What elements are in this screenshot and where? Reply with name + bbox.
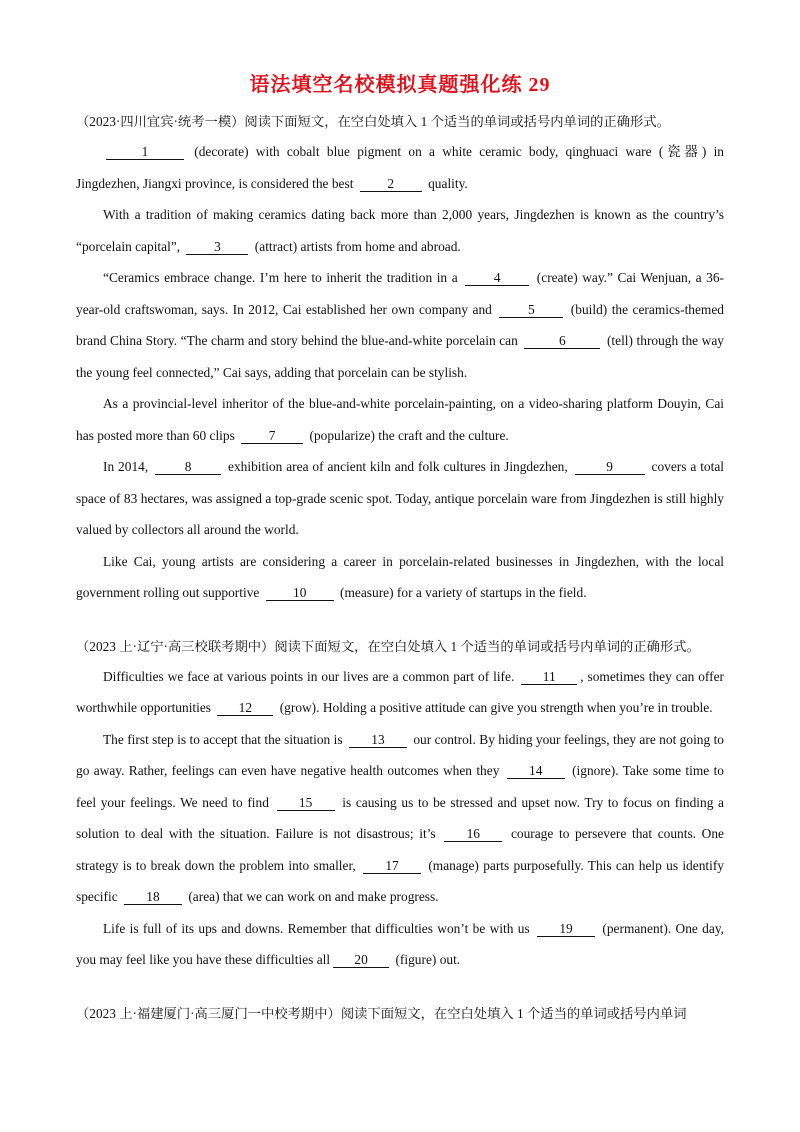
answer-blank[interactable]: 20 (333, 952, 389, 968)
answer-blank[interactable]: 18 (124, 889, 182, 905)
passage-paragraph (76, 136, 724, 199)
page-title: 语法填空名校模拟真题强化练 29 (249, 74, 551, 96)
passage-paragraph (76, 199, 724, 262)
passage-paragraph (76, 546, 724, 609)
answer-blank[interactable]: 12 (217, 700, 273, 716)
passage-text: (popularize) the craft and the culture. (306, 427, 509, 443)
passage-text: (manage) parts purposefully. This can help us identify specific (76, 857, 724, 904)
sections-container (76, 112, 724, 1024)
passage-paragraph (76, 388, 724, 451)
passage-text: (create) way.” Cai Wenjuan, a 36-year-old craftswoman, says. In 2012, Cai established her own company and (76, 270, 724, 317)
passage-text: Like Cai, young artists are considering a career in porcelain-related businesses in Jingdezhen, with the local government rolling out supportive (76, 553, 724, 600)
answer-blank[interactable]: 6 (524, 333, 600, 349)
passage-text: courage to persevere that counts. One strategy is to break down the problem into smaller, (76, 826, 724, 873)
answer-blank[interactable]: 5 (499, 302, 563, 318)
passage-paragraph (76, 661, 724, 724)
passage-section (76, 112, 724, 609)
passage-text: With a tradition of making ceramics dating back more than 2,000 years, Jingdezhen is known as the country’s “porcelain capital”, (76, 207, 724, 254)
passage-paragraph (76, 724, 724, 913)
passage-section (76, 1004, 724, 1024)
passage-text: (measure) for a variety of startups in the field. (336, 585, 587, 600)
passage-text: quality. (424, 175, 468, 191)
passage-text: (attract) artists from home and abroad. (251, 238, 461, 254)
passage-text: “Ceramics embrace change. I’m here to inherit the tradition in a (103, 270, 463, 285)
passage-text: (tell) through the way the young feel connected,” Cai says, adding that porcelain can be stylish. (76, 333, 724, 380)
answer-blank[interactable]: 11 (521, 669, 577, 685)
passage-text: (permanent). One day, you may feel like you have these difficulties all (76, 920, 724, 967)
answer-blank[interactable]: 2 (360, 176, 422, 192)
passage-text: (build) the ceramics-themed brand China Story. “The charm and story behind the blue-and-white porcelain can (76, 301, 724, 348)
passage-text: our control. By hiding your feelings, they are not going to go away. Rather, feelings can even have negative health outcomes when they (76, 731, 724, 778)
passage-text: is causing us to be stressed and upset now. Try to focus on finding a solution to deal with the situation. Failure is not disastrous; it’s (76, 794, 725, 841)
answer-blank[interactable]: 9 (575, 459, 645, 475)
section-instruction: （2023·四川宜宾·统考一模）阅读下面短文，在空白处填入 1 个适当的单词或括号内单词的正确形式。 (76, 114, 670, 129)
answer-blank[interactable]: 16 (444, 826, 502, 842)
passage-text: , sometimes they can offer worthwhile opportunities (76, 668, 724, 715)
passage-text: (figure) out. (392, 952, 461, 967)
answer-blank[interactable]: 19 (537, 921, 595, 937)
passage-text: (decorate) with cobalt blue pigment on a white ceramic body, qinghuaci ware (瓷器) in Jingdezhen, Jiangxi province, is considered the best (76, 144, 724, 191)
passage-text: (grow). Holding a positive attitude can give you strength when you’re in trouble. (276, 700, 713, 715)
answer-blank[interactable]: 15 (277, 795, 335, 811)
passage-text: (area) that we can work on and make progress. (184, 889, 439, 904)
answer-blank[interactable]: 8 (155, 459, 221, 475)
passage-text: The first step is to accept that the situation is (103, 731, 346, 747)
answer-blank[interactable]: 1 (106, 144, 184, 160)
section-instruction: （2023 上·辽宁·高三校联考期中）阅读下面短文，在空白处填入 1 个适当的单词或括号内单词的正确形式。 (76, 638, 700, 654)
passage-text: Life is full of its ups and downs. Remember that difficulties won’t be with us (103, 920, 535, 936)
passage-section (76, 637, 724, 976)
answer-blank[interactable]: 4 (465, 270, 529, 286)
answer-blank[interactable]: 7 (241, 428, 303, 444)
passage-paragraph (76, 913, 724, 976)
answer-blank[interactable]: 14 (507, 763, 565, 779)
answer-blank[interactable]: 13 (349, 732, 407, 748)
passage-paragraph (76, 451, 724, 546)
answer-blank[interactable]: 17 (363, 858, 421, 874)
passage-text: Difficulties we face at various points in our lives are a common part of life. (103, 668, 519, 684)
answer-blank[interactable]: 3 (186, 239, 248, 255)
passage-text: exhibition area of ancient kiln and folk cultures in Jingdezhen, (224, 459, 572, 474)
passage-text: In 2014, (103, 459, 153, 474)
passage-paragraph (76, 262, 724, 388)
passage-text: (ignore). Take some time to feel your feelings. We need to find (76, 763, 724, 810)
passage-text: covers a total space of 83 hectares, was assigned a top-grade scenic spot. Today, antique porcelain ware from Jingdezhen is still highly valued by collectors all around the world. (76, 459, 725, 537)
answer-blank[interactable]: 10 (266, 585, 334, 601)
passage-text: As a provincial-level inheritor of the blue-and-white porcelain-painting, on a video-sharing platform Douyin, Cai has posted more than 60 clips (76, 396, 724, 443)
section-instruction: （2023 上·福建厦门·高三厦门一中校考期中）阅读下面短文，在空白处填入 1 个适当的单词或括号内单词 (76, 1005, 687, 1021)
document-page (76, 0, 724, 1028)
